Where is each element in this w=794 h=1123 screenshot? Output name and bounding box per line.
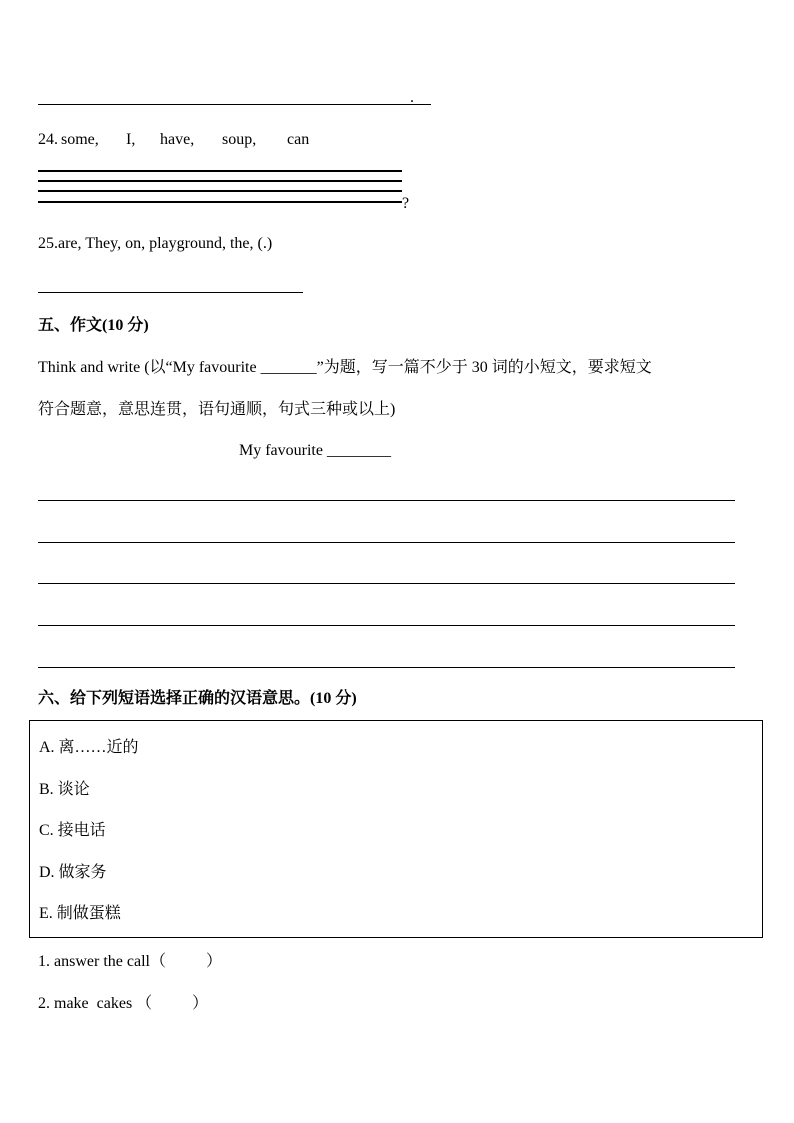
- answer-line-q24[interactable]: [38, 170, 402, 172]
- answer-line-q25[interactable]: [38, 292, 303, 293]
- essay-line[interactable]: [38, 625, 735, 626]
- answer-line-q24[interactable]: [38, 180, 402, 182]
- matching-question[interactable]: 1. answer the call（ ）: [38, 953, 222, 970]
- essay-line[interactable]: [38, 542, 735, 543]
- answer-line-q24[interactable]: [38, 190, 402, 192]
- essay-line[interactable]: [38, 667, 735, 668]
- q25-prompt: 25.are, They, on, playground, the, (.): [38, 235, 273, 252]
- essay-line[interactable]: [38, 500, 735, 501]
- option-item: D. 做家务: [39, 864, 107, 881]
- section5-instruction: 符合题意，意思连贯，语句通顺，句式三种或以上): [38, 401, 396, 418]
- q23-end-mark: .: [410, 89, 414, 106]
- section6-heading: 六、给下列短语选择正确的汉语意思。(10 分): [38, 690, 357, 707]
- essay-line[interactable]: [38, 583, 735, 584]
- answer-line-q24[interactable]: [38, 201, 402, 203]
- section5-heading: 五、作文(10 分): [38, 317, 149, 334]
- option-item: B. 谈论: [39, 781, 90, 798]
- q24-word: some,: [61, 131, 99, 148]
- q24-word: have,: [160, 131, 195, 148]
- q24-end-mark: ?: [402, 195, 410, 212]
- essay-title: My favourite ________: [239, 442, 391, 459]
- section5-instruction: Think and write (以“My favourite _______”为题，写一篇不少于 30 词的小短文，要求短文: [38, 359, 652, 376]
- option-item: E. 制做蛋糕: [39, 905, 121, 922]
- q24-word: I,: [126, 131, 136, 148]
- matching-question[interactable]: 2. make cakes （ ）: [38, 995, 209, 1012]
- q24-word: can: [287, 131, 310, 148]
- options-box: [29, 720, 763, 938]
- q24-word: soup,: [222, 131, 257, 148]
- q24-number: 24.: [38, 131, 58, 148]
- option-item: C. 接电话: [39, 822, 106, 839]
- answer-line-q23[interactable]: [38, 104, 431, 105]
- option-item: A. 离……近的: [39, 739, 139, 756]
